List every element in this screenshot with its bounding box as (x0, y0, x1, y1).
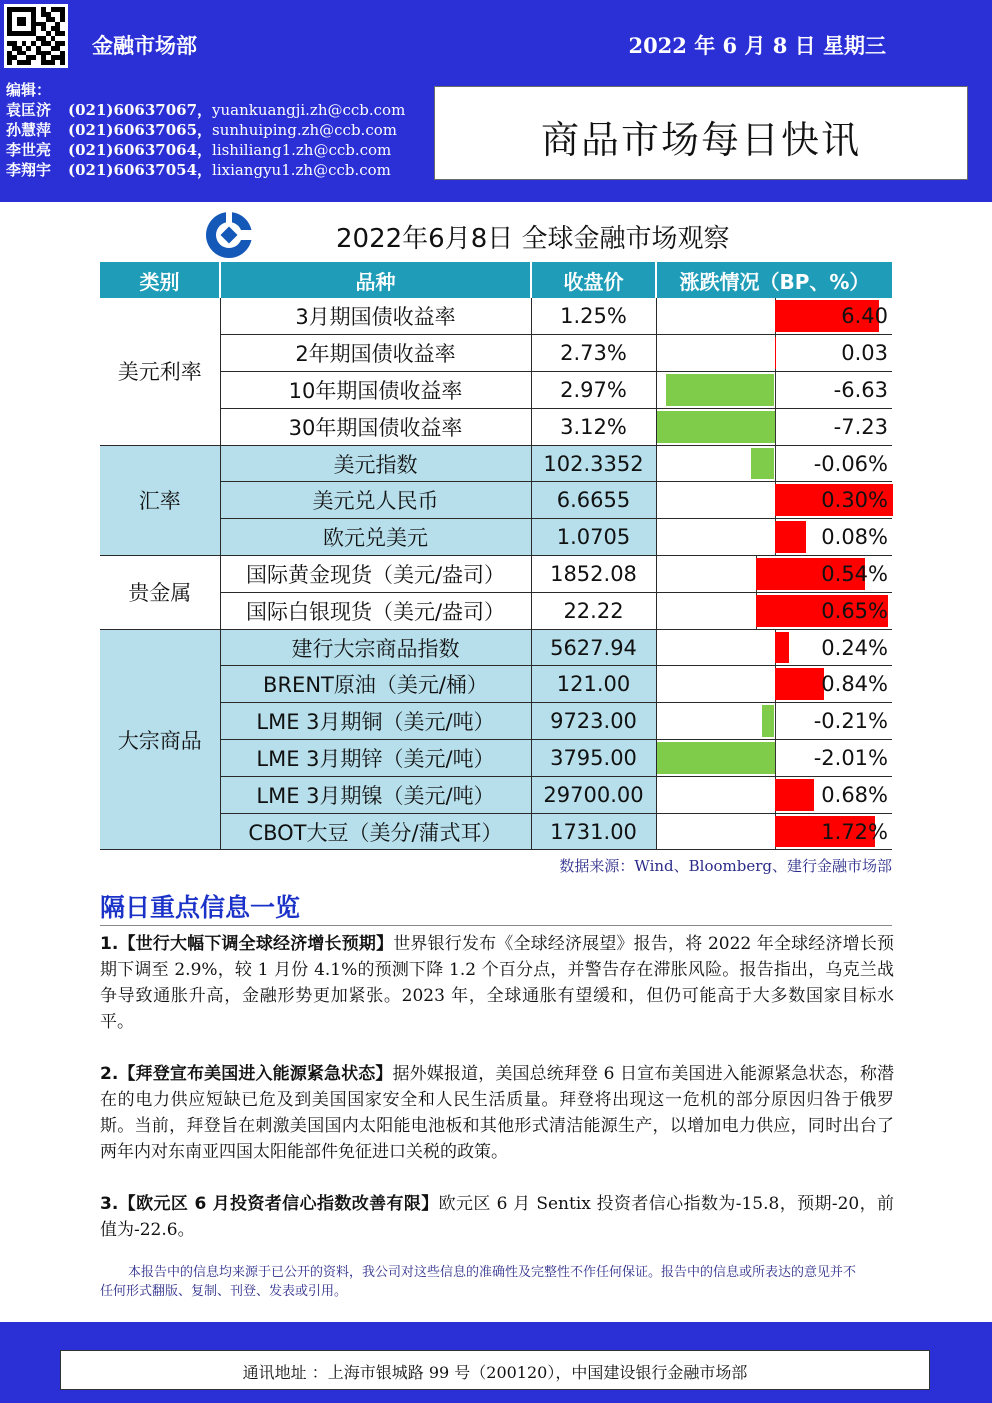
change-cell (656, 703, 892, 740)
change-bar-down (751, 448, 775, 480)
instrument-name: LME 3月期锌（美元/吨） (220, 740, 531, 777)
change-cell (656, 629, 892, 666)
news-heading: 隔日重点信息一览 (100, 893, 301, 922)
change-cell (656, 408, 892, 445)
close-price: 2.97% (531, 372, 656, 409)
category-cell: 汇率 (100, 445, 220, 555)
news-body: 欧元区 6 月 Sentix 投资者信心指数为-15.8，预期-20，前值为-22.6。 (100, 1194, 894, 1240)
close-price: 2.73% (531, 335, 656, 372)
editor-row: 袁匡济 (021)60637067，yuankuangji.zh@ccb.com (6, 101, 406, 119)
change-cell (656, 556, 892, 593)
change-value: -0.06% (813, 451, 888, 476)
news-headline: 【欧元区 6 月投资者信心指数改善有限】 (118, 1194, 439, 1214)
change-bar-down (657, 742, 775, 774)
news-body: 世界银行发布《全球经济展望》报告，将 2022 年全球经济增长预期下调至 2.9%，较 1 月份 4.1%的预测下降 1.2 个百分点，并警告存在滞胀风险。报告指出，乌克兰战争导致通胀升高，金融形势更加紧张。2023 年，全球通胀有望缓和，但仍可能高于大多数国家目标水平。 (100, 934, 894, 1032)
instrument-name: LME 3月期镍（美元/吨） (220, 776, 531, 813)
instrument-name: BRENT原油（美元/桶） (220, 666, 531, 703)
instrument-name: 美元指数 (220, 445, 531, 482)
news-headline: 【世行大幅下调全球经济增长预期】 (118, 934, 394, 954)
qr-code-icon (4, 4, 68, 68)
close-price: 1731.00 (531, 813, 656, 850)
close-price: 29700.00 (531, 776, 656, 813)
footer-box (60, 1350, 930, 1390)
change-value: 0.54% (821, 561, 888, 586)
bar-axis (775, 372, 776, 408)
change-cell (656, 445, 892, 482)
change-cell (656, 666, 892, 703)
bar-axis (775, 409, 776, 445)
change-value: 0.24% (821, 635, 888, 660)
table-row (100, 556, 892, 593)
instrument-name: LME 3月期铜（美元/吨） (220, 703, 531, 740)
editor-row: 孙慧萍 (021)60637065，sunhuiping.zh@ccb.com (6, 121, 397, 139)
title-box (434, 86, 968, 180)
change-cell (656, 813, 892, 850)
change-bar-up (775, 668, 824, 700)
column-header: 收盘价 (531, 262, 656, 298)
close-price: 3.12% (531, 408, 656, 445)
footer-address: 通讯地址 ：上海市银城路 99 号（200120），中国建设银行金融市场部 (242, 1363, 748, 1382)
table-header-row (100, 262, 892, 298)
divider (100, 925, 892, 926)
news-item: 3.【欧元区 6 月投资者信心指数改善有限】欧元区 6 月 Sentix 投资者信心指数为-15.8，预期-20，前值为-22.6。 (100, 1194, 894, 1240)
change-bar-up (775, 779, 815, 811)
change-value: 6.40 (841, 304, 888, 329)
close-price: 1852.08 (531, 556, 656, 593)
change-value: 0.03 (841, 341, 888, 366)
market-title: 2022年6月8日 全球金融市场观察 (336, 224, 730, 254)
change-value: -7.23 (833, 414, 888, 439)
close-price: 102.3352 (531, 445, 656, 482)
change-bar-down (666, 374, 774, 406)
change-value: -6.63 (833, 377, 888, 402)
ccb-logo-icon (204, 210, 254, 260)
change-bar-down (762, 705, 774, 737)
bar-axis (775, 740, 776, 776)
change-cell (656, 592, 892, 629)
change-bar-up (775, 632, 789, 664)
change-value: -2.01% (813, 745, 888, 770)
table-row (100, 629, 892, 666)
category-cell: 大宗商品 (100, 629, 220, 850)
close-price: 9723.00 (531, 703, 656, 740)
report-date: 2022 年 6 月 8 日 星期三 (628, 33, 886, 58)
change-value: 0.68% (821, 782, 888, 807)
close-price: 5627.94 (531, 629, 656, 666)
market-table (100, 262, 892, 850)
change-value: 1.72% (821, 819, 888, 844)
close-price: 6.6655 (531, 482, 656, 519)
column-header: 类别 (100, 262, 220, 298)
change-value: 0.08% (821, 525, 888, 550)
close-price: 3795.00 (531, 740, 656, 777)
instrument-name: CBOT大豆（美分/蒲式耳） (220, 813, 531, 850)
change-cell (656, 776, 892, 813)
change-cell (656, 519, 892, 556)
bar-axis (775, 703, 776, 739)
close-price: 1.25% (531, 298, 656, 335)
change-value: 0.30% (821, 488, 888, 513)
instrument-name: 3月期国债收益率 (220, 298, 531, 335)
editors-label: 编辑： (6, 81, 52, 99)
change-value: 0.65% (821, 598, 888, 623)
instrument-name: 10年期国债收益率 (220, 372, 531, 409)
change-bar-down (657, 411, 775, 443)
column-header: 涨跌情况（BP、%） (656, 262, 892, 298)
category-cell: 美元利率 (100, 298, 220, 445)
instrument-name: 欧元兑美元 (220, 519, 531, 556)
change-value: -0.21% (813, 709, 888, 734)
change-bar-up (775, 521, 806, 553)
page-title: 商品市场每日快讯 (540, 118, 861, 162)
news-headline: 【拜登宣布美国进入能源紧急状态】 (118, 1064, 393, 1084)
instrument-name: 30年期国债收益率 (220, 408, 531, 445)
instrument-name: 2年期国债收益率 (220, 335, 531, 372)
department-name: 金融市场部 (92, 33, 197, 58)
close-price: 1.0705 (531, 519, 656, 556)
editors-block (6, 80, 405, 180)
column-header: 品种 (220, 262, 531, 298)
bar-axis (775, 446, 776, 482)
category-cell: 贵金属 (100, 556, 220, 630)
change-cell (656, 740, 892, 777)
change-cell (656, 335, 892, 372)
instrument-name: 国际白银现货（美元/盎司） (220, 592, 531, 629)
table-row (100, 298, 892, 335)
data-source: 数据来源：Wind、Bloomberg、建行金融市场部 (559, 857, 892, 875)
instrument-name: 国际黄金现货（美元/盎司） (220, 556, 531, 593)
editor-row: 李世亮 (021)60637064，lishiliang1.zh@ccb.com (6, 141, 392, 159)
change-cell (656, 482, 892, 519)
change-cell (656, 372, 892, 409)
change-bar-up (775, 337, 776, 369)
change-cell (656, 298, 892, 335)
table-row (100, 445, 892, 482)
news-item: 1.【世行大幅下调全球经济增长预期】世界银行发布《全球经济展望》报告，将 2022 年全球经济增长预期下调至 2.9%，较 1 月份 4.1%的预测下降 1.2 个百分点，并警告存在滞胀风险。报告指出，乌克兰战争导致通胀升高，金融形势更加紧张。2023 年，全球通胀有望缓和，但仍可能高于大多数国家目标水平。 (100, 934, 894, 1032)
news-item: 2.【拜登宣布美国进入能源紧急状态】据外媒报道，美国总统拜登 6 日宣布美国进入能源紧急状态，称潜在的电力供应短缺已危及到美国国家安全和人民生活质量。拜登将出现这一危机的部分原因归咎于俄罗斯。当前，拜登旨在刺激美国国内太阳能电池板和其他形式清洁能源生产，以增加电力供应，同时出台了两年内对东南亚四国太阳能部件免征进口关税的政策。 (100, 1064, 895, 1162)
disclaimer: 本报告中的信息均来源于已公开的资料，我公司对这些信息的准确性及完整性不作任何保证。报告中的信息或所表达的意见并不 任何形式翻版、复制、刊登、发表或引用。 (100, 1265, 857, 1299)
close-price: 121.00 (531, 666, 656, 703)
instrument-name: 美元兑人民币 (220, 482, 531, 519)
editor-row: 李翔宇 (021)60637054，lixiangyu1.zh@ccb.com (6, 161, 391, 179)
instrument-name: 建行大宗商品指数 (220, 629, 531, 666)
close-price: 22.22 (531, 592, 656, 629)
news-body: 据外媒报道，美国总统拜登 6 日宣布美国进入能源紧急状态，称潜在的电力供应短缺已危及到美国国家安全和人民生活质量。拜登将出现这一危机的部分原因归咎于俄罗斯。当前，拜登旨在刺激美国国内太阳能电池板和其他形式清洁能源生产，以增加电力供应，同时出台了两年内对东南亚四国太阳能部件免征进口关税的政策。 (100, 1064, 895, 1162)
change-value: 0.84% (821, 672, 888, 697)
